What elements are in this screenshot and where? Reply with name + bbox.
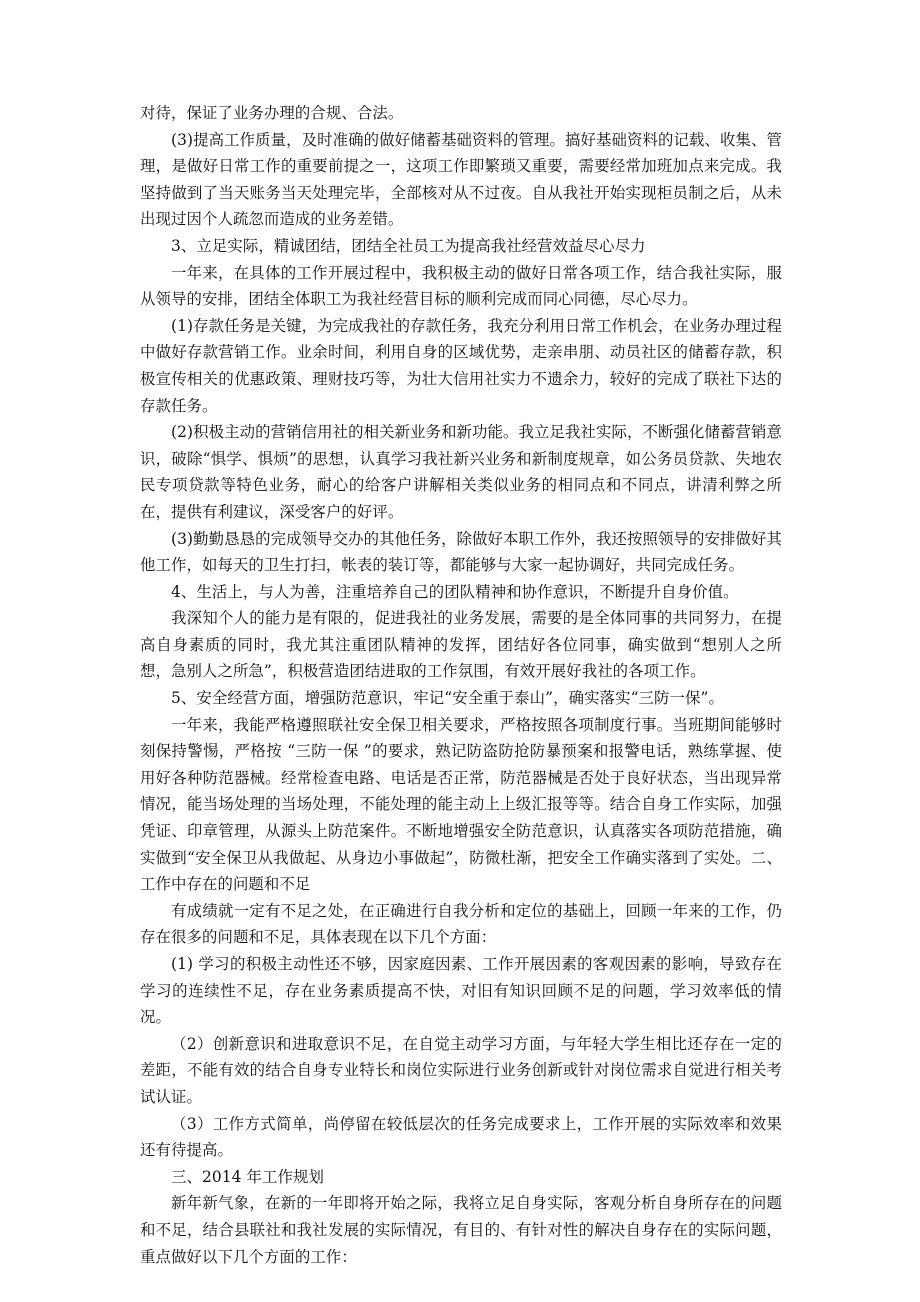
paragraph: 一年来，在具体的工作开展过程中，我积极主动的做好日常各项工作，结合我社实际，服从领导的安排，团结全体职工为我社经营目标的顺利完成而同心同德，尽心尽力。 [140,263,782,309]
paragraph: 有成绩就一定有不足之处，在正确进行自我分析和定位的基础上，回顾一年来的工作，仍存在很多的问题和不足，具体表现在以下几个方面： [140,901,782,947]
paragraph: （3）工作方式简单，尚停留在较低层次的任务完成要求上，工作开展的实际效率和效果还有待提高。 [140,1114,782,1160]
paragraph: （2）创新意识和进取意识不足，在自觉主动学习方面，与年轻大学生相比还存在一定的差距，不能有效的结合自身专业特长和岗位实际进行业务创新或针对岗位需求自觉进行相关考试认证。 [140,1034,782,1106]
paragraph: (1)存款任务是关键，为完成我社的存款任务，我充分利用日常工作机会，在业务办理过程中做好存款营销工作。业余时间，利用自身的区域优势，走亲串朋、动员社区的储蓄存款，积极宣传相关的优惠政策、理财技巧等，为壮大信用社实力不遗余力，较好的完成了联社下达的存款任务。 [140,316,782,415]
document-body [140,100,782,1270]
paragraph: 我深知个人的能力是有限的，促进我社的业务发展，需要的是全体同事的共同努力，在提高自身素质的同时，我尤其注重团队精神的发挥，团结好各位同事，确实做到“想别人之所想，急别人之所急”，积极营造团结进取的工作氛围，有效开展好我社的各项工作。 [140,609,782,681]
paragraph: (1) 学习的积极主动性还不够，因家庭因素、工作开展因素的客观因素的影响，导致存在学习的连续性不足，存在业务素质提高不快，对旧有知识回顾不足的问题，学习效率低的情况。 [140,955,782,1027]
section-heading: 三、2014 年工作规划 [171,1167,324,1186]
paragraph: 一年来，我能严格遵照联社安全保卫相关要求，严格按照各项制度行事。当班期间能够时刻保持警惕，严格按 “三防一保 ”的要求，熟记防盗防抢防暴预案和报警电话，熟练掌握、使用好各种防范器械。经常检查电路、电话是否正常，防范器械是否处于良好状态，当出现异常情况，能当场处理的当场处理，不能处理的能主动上上级汇报等等。结合自身工作实际，加强凭证、印章管理，从源头上防范案件。不断地增强安全防范意识，认真落实各项防范措施，确实做到“安全保卫从我做起、从身边小事做起”，防微杜渐，把安全工作确实落到了实处。二、工作中存在的问题和不足 [140,715,782,894]
section-heading: 5、安全经营方面，增强防范意识，牢记“安全重于泰山”，确实落实“三防一保”。 [171,689,724,708]
section-heading: 4、生活上，与人为善，注重培养自己的团队精神和协作意识，不断提升自身价值。 [171,582,739,601]
paragraph: (3)勤勤恳恳的完成领导交办的其他任务，除做好本职工作外，我还按照领导的安排做好其他工作，如每天的卫生打扫，帐表的装订等，都能够与大家一起协调好，共同完成任务。 [140,529,782,575]
paragraph: (3)提高工作质量，及时准确的做好储蓄基础资料的管理。搞好基础资料的记载、收集、管理，是做好日常工作的重要前提之一，这项工作即繁琐又重要，需要经常加班加点来完成。我坚持做到了当天账务当天处理完毕，全部核对从不过夜。自从我社开始实现柜员制之后，从未出现过因个人疏忽而造成的业务差错。 [140,130,782,229]
paragraph: 对待，保证了业务办理的合规、合法。 [140,104,404,122]
section-heading: 3、立足实际，精诚团结，团结全社员工为提高我社经营效益尽心尽力 [171,236,646,255]
paragraph: (2)积极主动的营销信用社的相关新业务和新功能。我立足我社实际，不断强化储蓄营销意识，破除“惧学、惧烦”的思想，认真学习我社新兴业务和新制度规章，如公务员贷款、失地农民专项贷款等特色业务，耐心的给客户讲解相关类似业务的相同点和不同点，讲清利弊之所在，提供有利建议，深受客户的好评。 [140,423,782,521]
paragraph: 新年新气象，在新的一年即将开始之际，我将立足自身实际，客观分析自身所存在的问题和不足，结合县联社和我社发展的实际情况，有目的、有针对性的解决自身存在的实际问题，重点做好以下几个方面的工作： [140,1194,782,1266]
